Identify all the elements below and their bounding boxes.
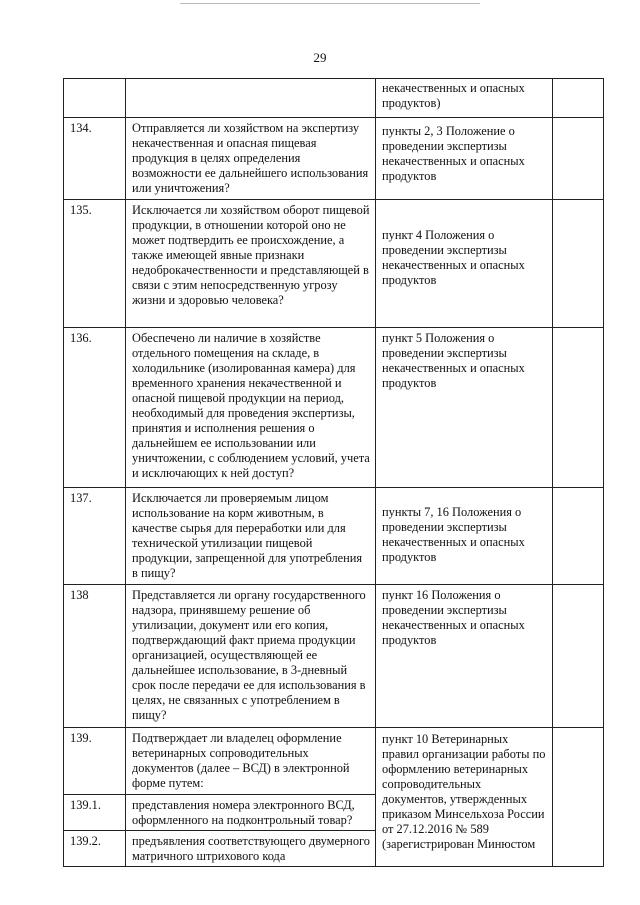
- reference-cell: [376, 585, 553, 728]
- row-number: 139.1.: [64, 795, 126, 831]
- table-row: [64, 585, 604, 728]
- reference-cell: [376, 728, 553, 867]
- table-row: [64, 200, 604, 328]
- question-cell: [126, 79, 376, 118]
- note-cell: [553, 118, 604, 200]
- question-cell: предъявления соответствующего двумерного матричного штрихового кода: [126, 831, 376, 867]
- reference-cell: [376, 118, 553, 200]
- page-number: 29: [313, 50, 327, 65]
- table-row: [64, 118, 604, 200]
- reference-cell: [376, 328, 553, 488]
- row-number: 139.2.: [64, 831, 126, 867]
- note-cell: [553, 200, 604, 328]
- table-row: [64, 328, 604, 488]
- question-cell: Подтверждает ли владелец оформление ветеринарных сопроводительных документов (далее – ВСД) в электронной форме путем:: [126, 728, 376, 795]
- row-number: 138: [64, 585, 126, 728]
- table-row: [64, 728, 604, 795]
- row-number: 136.: [64, 328, 126, 488]
- note-cell: [553, 328, 604, 488]
- row-number: 139.: [64, 728, 126, 795]
- question-cell: Обеспечено ли наличие в хозяйстве отдельного помещения на складе, в холодильнике (изолированная камера) для временного хранения некачественной и опасной пищевой продукции на период, необходимый для проведения экспертизы, принятия и исполнения решения о дальнейшем ее использовании или уничтожении, с соблюдением условий, учета и исключающих к ней доступ?: [126, 328, 376, 488]
- question-cell: Представляется ли органу государственного надзора, принявшему решение об утилизации, документ или его копия, подтверждающий факт приема продукции организацией, осуществляющей ее дальнейшее использование, в 3-дневный срок после передачи ее для использования в целях, не связанных с употреблением в пищу?: [126, 585, 376, 728]
- reference-text: пункты 7, 16 Положения о проведении экспертизы некачественных и опасных продуктов: [382, 505, 525, 564]
- row-number: 135.: [64, 200, 126, 328]
- table-row: [64, 79, 604, 118]
- row-number: [64, 79, 126, 118]
- reference-text: пункт 16 Положения о проведении экспертизы некачественных и опасных продуктов: [382, 588, 525, 647]
- reference-text: пункт 10 Ветеринарных правил организации работы по оформлению ветеринарных сопроводительных документов, утвержденных приказом Минсельхоза России от 27.12.2016 № 589 (зарегистрирован Минюстом: [382, 732, 546, 851]
- reference-text: пункт 5 Положения о проведении экспертизы некачественных и опасных продуктов: [382, 331, 525, 390]
- question-cell: Исключается ли хозяйством оборот пищевой продукции, в отношении которой оно не может подтвердить ее происхождение, а также имеющей явные признаки недоброкачественности и представляющей в связи с этим непосредственную угрозу жизни и здоровью человека?: [126, 200, 376, 328]
- reference-cell: [376, 79, 553, 118]
- reference-cell: [376, 200, 553, 328]
- note-cell: [553, 488, 604, 585]
- row-number: 137.: [64, 488, 126, 585]
- scan-artifact-line: [180, 3, 480, 4]
- table-row: [64, 488, 604, 585]
- question-cell: Исключается ли проверяемым лицом использование на корм животным, в качестве сырья для переработки или для технической утилизации пищевой продукции, запрещенной для употребления в пищу?: [126, 488, 376, 585]
- note-cell: [553, 728, 604, 867]
- checklist-table: [63, 78, 604, 867]
- reference-cell: [376, 488, 553, 585]
- reference-text: пункты 2, 3 Положение о проведении экспертизы некачественных и опасных продуктов: [382, 124, 525, 183]
- reference-text: некачественных и опасных продуктов): [382, 81, 525, 110]
- row-number: 134.: [64, 118, 126, 200]
- question-cell: представления номера электронного ВСД, оформленного на подконтрольный товар?: [126, 795, 376, 831]
- question-cell: Отправляется ли хозяйством на экспертизу некачественная и опасная пищевая продукция в целях определения возможности ее дальнейшего использования или уничтожения?: [126, 118, 376, 200]
- note-cell: [553, 585, 604, 728]
- note-cell: [553, 79, 604, 118]
- reference-text: пункт 4 Положения о проведении экспертизы некачественных и опасных продуктов: [382, 228, 525, 287]
